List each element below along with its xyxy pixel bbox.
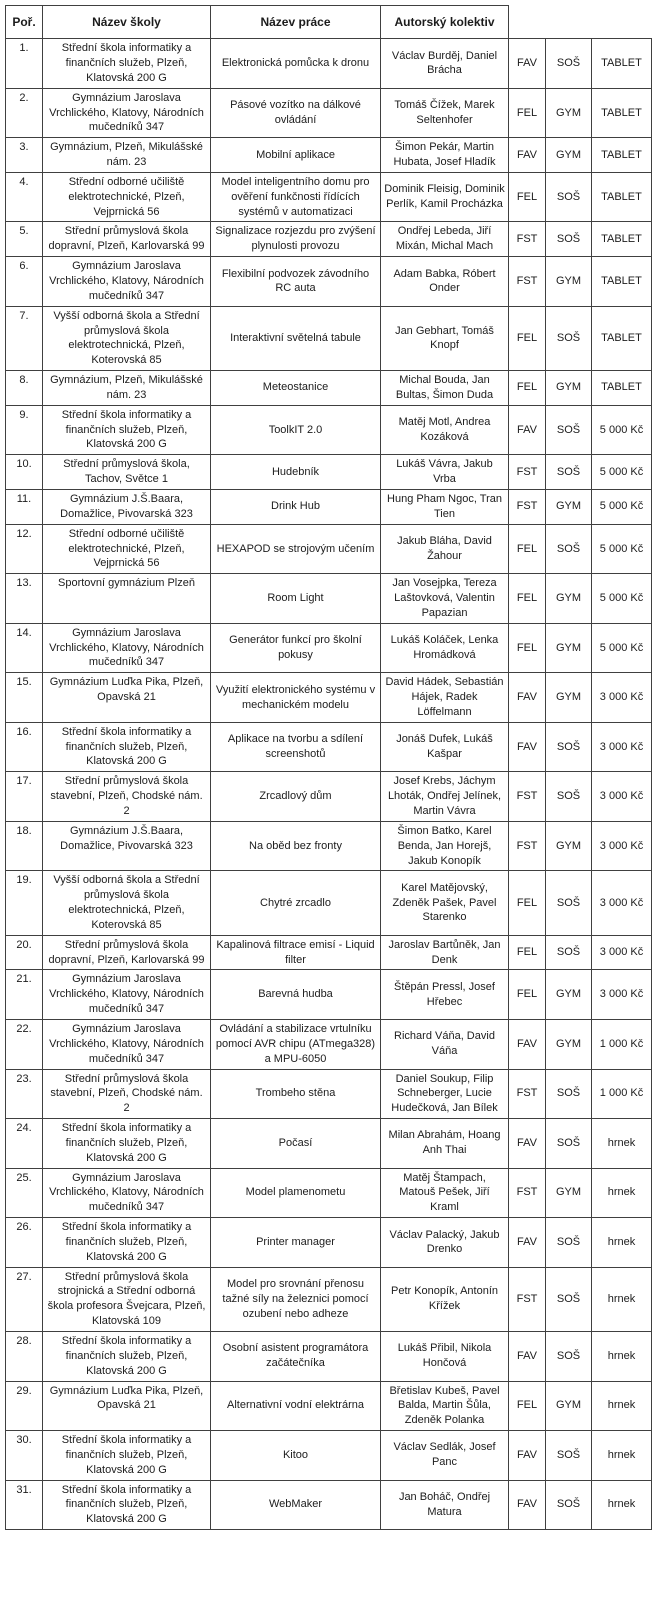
cell-faculty: FEL	[509, 524, 546, 574]
cell-school-type: GYM	[546, 1381, 592, 1431]
cell-faculty: FAV	[509, 673, 546, 723]
table-row	[6, 222, 652, 257]
cell-authors: Hung Pham Ngoc, Tran Tien	[381, 489, 509, 524]
cell-school-type: SOŠ	[546, 1480, 592, 1530]
cell-prize: 5 000 Kč	[592, 405, 652, 455]
cell-order-number: 2.	[6, 88, 43, 138]
cell-work-title: HEXAPOD se strojovým učením	[211, 524, 381, 574]
cell-faculty: FST	[509, 489, 546, 524]
cell-work-title: Meteostanice	[211, 371, 381, 406]
table-row	[6, 574, 652, 624]
cell-prize: hrnek	[592, 1267, 652, 1331]
cell-school-type: GYM	[546, 821, 592, 871]
table-row	[6, 1480, 652, 1530]
cell-authors: Štěpán Pressl, Josef Hřebec	[381, 970, 509, 1020]
cell-authors: Jan Vosejpka, Tereza Laštovková, Valentin Papazian	[381, 574, 509, 624]
cell-work-title: Model inteligentního domu pro ověření funkčnosti řídících systémů v automatizaci	[211, 172, 381, 222]
cell-authors: Václav Burděj, Daniel Brácha	[381, 39, 509, 89]
table-row	[6, 772, 652, 822]
cell-authors: Lukáš Vávra, Jakub Vrba	[381, 455, 509, 490]
cell-school-type: SOŠ	[546, 306, 592, 370]
cell-work-title: Zrcadlový dům	[211, 772, 381, 822]
cell-work-title: Pásové vozítko na dálkové ovládání	[211, 88, 381, 138]
table-row	[6, 871, 652, 935]
cell-school-name: Gymnázium Luďka Pika, Plzeň, Opavská 21	[43, 1381, 211, 1431]
cell-school-type: GYM	[546, 257, 592, 307]
cell-school-type: GYM	[546, 138, 592, 173]
cell-faculty: FST	[509, 772, 546, 822]
cell-authors: Milan Abrahám, Hoang Anh Thai	[381, 1119, 509, 1169]
cell-school-type: SOŠ	[546, 871, 592, 935]
cell-authors: Lukáš Koláček, Lenka Hromádková	[381, 623, 509, 673]
cell-authors: Karel Matějovský, Zdeněk Pašek, Pavel Starenko	[381, 871, 509, 935]
cell-school-name: Střední škola informatiky a finančních služeb, Plzeň, Klatovská 200 G	[43, 1119, 211, 1169]
cell-authors: Daniel Soukup, Filip Schneberger, Lucie Hudečková, Jan Bílek	[381, 1069, 509, 1119]
cell-authors: Matěj Štampach, Matouš Pešek, Jiří Kraml	[381, 1168, 509, 1218]
cell-work-title: Kapalinová filtrace emisí - Liquid filter	[211, 935, 381, 970]
cell-prize: TABLET	[592, 172, 652, 222]
cell-school-type: SOŠ	[546, 1218, 592, 1268]
cell-authors: Šimon Batko, Karel Benda, Jan Horejš, Jakub Konopík	[381, 821, 509, 871]
cell-prize: 3 000 Kč	[592, 772, 652, 822]
table-row	[6, 673, 652, 723]
table-row	[6, 623, 652, 673]
cell-faculty: FST	[509, 1267, 546, 1331]
cell-school-name: Gymnázium Jaroslava Vrchlického, Klatovy, Národních mučedníků 347	[43, 1019, 211, 1069]
cell-school-type: GYM	[546, 88, 592, 138]
cell-prize: 3 000 Kč	[592, 935, 652, 970]
table-row	[6, 1119, 652, 1169]
cell-school-name: Střední odborné učiliště elektrotechnické, Plzeň, Vejprnická 56	[43, 172, 211, 222]
cell-prize: 3 000 Kč	[592, 970, 652, 1020]
cell-work-title: Interaktivní světelná tabule	[211, 306, 381, 370]
cell-order-number: 20.	[6, 935, 43, 970]
cell-work-title: Printer manager	[211, 1218, 381, 1268]
cell-order-number: 8.	[6, 371, 43, 406]
cell-order-number: 1.	[6, 39, 43, 89]
cell-school-name: Střední odborné učiliště elektrotechnické, Plzeň, Vejprnická 56	[43, 524, 211, 574]
column-header-order: Poř.	[6, 6, 43, 39]
cell-school-name: Gymnázium J.Š.Baara, Domažlice, Pivovarská 323	[43, 821, 211, 871]
cell-order-number: 14.	[6, 623, 43, 673]
cell-work-title: Model pro srovnání přenosu tažné síly na železnici pomocí ozubení nebo adheze	[211, 1267, 381, 1331]
column-header-authors: Autorský kolektiv	[381, 6, 509, 39]
cell-order-number: 6.	[6, 257, 43, 307]
table-row	[6, 88, 652, 138]
cell-prize: hrnek	[592, 1431, 652, 1481]
cell-school-type: GYM	[546, 489, 592, 524]
table-body	[6, 39, 652, 1530]
cell-work-title: Room Light	[211, 574, 381, 624]
results-table	[5, 5, 652, 1530]
cell-prize: 1 000 Kč	[592, 1069, 652, 1119]
cell-school-type: SOŠ	[546, 935, 592, 970]
cell-work-title: Elektronická pomůcka k dronu	[211, 39, 381, 89]
cell-school-name: Gymnázium J.Š.Baara, Domažlice, Pivovarská 323	[43, 489, 211, 524]
table-row	[6, 1069, 652, 1119]
table-row	[6, 257, 652, 307]
cell-school-name: Gymnázium Jaroslava Vrchlického, Klatovy, Národních mučedníků 347	[43, 257, 211, 307]
cell-order-number: 17.	[6, 772, 43, 822]
table-row	[6, 1332, 652, 1382]
cell-work-title: Kitoo	[211, 1431, 381, 1481]
table-row	[6, 1168, 652, 1218]
cell-authors: Jaroslav Bartůněk, Jan Denk	[381, 935, 509, 970]
cell-faculty: FAV	[509, 138, 546, 173]
cell-order-number: 26.	[6, 1218, 43, 1268]
table-row	[6, 722, 652, 772]
cell-school-name: Střední škola informatiky a finančních služeb, Plzeň, Klatovská 200 G	[43, 405, 211, 455]
cell-order-number: 12.	[6, 524, 43, 574]
cell-faculty: FAV	[509, 1332, 546, 1382]
cell-faculty: FEL	[509, 574, 546, 624]
header-row	[6, 6, 652, 39]
cell-order-number: 7.	[6, 306, 43, 370]
cell-work-title: Na oběd bez fronty	[211, 821, 381, 871]
cell-prize: TABLET	[592, 257, 652, 307]
cell-faculty: FAV	[509, 1019, 546, 1069]
cell-authors: Richard Váňa, David Váňa	[381, 1019, 509, 1069]
cell-school-name: Střední škola informatiky a finančních služeb, Plzeň, Klatovská 200 G	[43, 1431, 211, 1481]
cell-authors: Jakub Bláha, David Žahour	[381, 524, 509, 574]
cell-school-name: Střední průmyslová škola dopravní, Plzeň, Karlovarská 99	[43, 935, 211, 970]
cell-work-title: ToolkIT 2.0	[211, 405, 381, 455]
cell-order-number: 19.	[6, 871, 43, 935]
cell-authors: Michal Bouda, Jan Bultas, Šimon Duda	[381, 371, 509, 406]
cell-school-type: GYM	[546, 574, 592, 624]
cell-prize: TABLET	[592, 138, 652, 173]
cell-work-title: Ovládání a stabilizace vrtulníku pomocí AVR chipu (ATmega328) a MPU-6050	[211, 1019, 381, 1069]
cell-order-number: 5.	[6, 222, 43, 257]
cell-order-number: 30.	[6, 1431, 43, 1481]
cell-school-type: GYM	[546, 371, 592, 406]
cell-order-number: 16.	[6, 722, 43, 772]
cell-faculty: FEL	[509, 306, 546, 370]
cell-authors: Lukáš Přibil, Nikola Hončová	[381, 1332, 509, 1382]
cell-faculty: FAV	[509, 405, 546, 455]
cell-faculty: FAV	[509, 39, 546, 89]
table-row	[6, 1019, 652, 1069]
cell-order-number: 28.	[6, 1332, 43, 1382]
cell-work-title: Model plamenometu	[211, 1168, 381, 1218]
cell-authors: Jonáš Dufek, Lukáš Kašpar	[381, 722, 509, 772]
cell-faculty: FEL	[509, 871, 546, 935]
table-row	[6, 405, 652, 455]
cell-prize: hrnek	[592, 1218, 652, 1268]
cell-work-title: Mobilní aplikace	[211, 138, 381, 173]
cell-school-name: Gymnázium Jaroslava Vrchlického, Klatovy, Národních mučedníků 347	[43, 88, 211, 138]
cell-school-name: Gymnázium Jaroslava Vrchlického, Klatovy, Národních mučedníků 347	[43, 623, 211, 673]
cell-faculty: FEL	[509, 172, 546, 222]
table-row	[6, 1267, 652, 1331]
table-row	[6, 1381, 652, 1431]
cell-work-title: Alternativní vodní elektrárna	[211, 1381, 381, 1431]
cell-faculty: FAV	[509, 1480, 546, 1530]
cell-school-name: Střední škola informatiky a finančních služeb, Plzeň, Klatovská 200 G	[43, 722, 211, 772]
cell-prize: hrnek	[592, 1332, 652, 1382]
cell-work-title: WebMaker	[211, 1480, 381, 1530]
cell-school-type: SOŠ	[546, 455, 592, 490]
cell-faculty: FAV	[509, 1119, 546, 1169]
cell-school-name: Střední průmyslová škola, Tachov, Světce 1	[43, 455, 211, 490]
table-row	[6, 1431, 652, 1481]
cell-work-title: Osobní asistent programátora začátečníka	[211, 1332, 381, 1382]
cell-faculty: FEL	[509, 970, 546, 1020]
cell-order-number: 4.	[6, 172, 43, 222]
cell-school-type: SOŠ	[546, 772, 592, 822]
column-header-school: Název školy	[43, 6, 211, 39]
cell-authors: Jan Gebhart, Tomáš Knopf	[381, 306, 509, 370]
cell-school-name: Vyšší odborná škola a Střední průmyslová škola elektrotechnická, Plzeň, Koterovská 85	[43, 306, 211, 370]
cell-authors: Dominik Fleisig, Dominik Perlík, Kamil Procházka	[381, 172, 509, 222]
cell-school-type: SOŠ	[546, 1267, 592, 1331]
cell-order-number: 18.	[6, 821, 43, 871]
cell-faculty: FEL	[509, 1381, 546, 1431]
cell-prize: TABLET	[592, 371, 652, 406]
header-empty-cell	[509, 6, 652, 39]
cell-authors: Břetislav Kubeš, Pavel Balda, Martin Šůla, Zdeněk Polanka	[381, 1381, 509, 1431]
cell-work-title: Barevná hudba	[211, 970, 381, 1020]
table-row	[6, 1218, 652, 1268]
cell-school-name: Sportovní gymnázium Plzeň	[43, 574, 211, 624]
cell-authors: Ondřej Lebeda, Jiří Mixán, Michal Mach	[381, 222, 509, 257]
cell-faculty: FEL	[509, 623, 546, 673]
cell-prize: TABLET	[592, 39, 652, 89]
cell-order-number: 25.	[6, 1168, 43, 1218]
cell-school-type: SOŠ	[546, 1431, 592, 1481]
cell-faculty: FST	[509, 821, 546, 871]
cell-prize: 5 000 Kč	[592, 489, 652, 524]
cell-school-type: GYM	[546, 623, 592, 673]
cell-authors: Jan Boháč, Ondřej Matura	[381, 1480, 509, 1530]
cell-faculty: FST	[509, 1069, 546, 1119]
cell-authors: Václav Sedlák, Josef Panc	[381, 1431, 509, 1481]
cell-school-type: SOŠ	[546, 172, 592, 222]
cell-prize: 3 000 Kč	[592, 821, 652, 871]
cell-school-type: GYM	[546, 1168, 592, 1218]
cell-work-title: Využití elektronického systému v mechanickém modelu	[211, 673, 381, 723]
cell-work-title: Drink Hub	[211, 489, 381, 524]
cell-authors: Tomáš Čížek, Marek Seltenhofer	[381, 88, 509, 138]
cell-authors: Adam Babka, Róbert Onder	[381, 257, 509, 307]
cell-authors: Josef Krebs, Jáchym Lhoták, Ondřej Jelínek, Martin Vávra	[381, 772, 509, 822]
cell-school-type: SOŠ	[546, 1119, 592, 1169]
cell-work-title: Chytré zrcadlo	[211, 871, 381, 935]
cell-work-title: Počasí	[211, 1119, 381, 1169]
cell-school-name: Gymnázium, Plzeň, Mikulášské nám. 23	[43, 371, 211, 406]
cell-order-number: 13.	[6, 574, 43, 624]
table-row	[6, 524, 652, 574]
cell-prize: TABLET	[592, 222, 652, 257]
cell-school-name: Střední škola informatiky a finančních služeb, Plzeň, Klatovská 200 G	[43, 39, 211, 89]
cell-prize: 5 000 Kč	[592, 455, 652, 490]
column-header-work: Název práce	[211, 6, 381, 39]
cell-faculty: FEL	[509, 371, 546, 406]
cell-prize: 3 000 Kč	[592, 871, 652, 935]
cell-order-number: 23.	[6, 1069, 43, 1119]
cell-authors: Václav Palacký, Jakub Drenko	[381, 1218, 509, 1268]
table-row	[6, 970, 652, 1020]
cell-prize: TABLET	[592, 88, 652, 138]
cell-work-title: Hudebník	[211, 455, 381, 490]
cell-work-title: Signalizace rozjezdu pro zvýšení plynulosti provozu	[211, 222, 381, 257]
cell-work-title: Flexibilní podvozek závodního RC auta	[211, 257, 381, 307]
cell-prize: hrnek	[592, 1168, 652, 1218]
cell-school-name: Gymnázium Jaroslava Vrchlického, Klatovy, Národních mučedníků 347	[43, 1168, 211, 1218]
cell-faculty: FST	[509, 1168, 546, 1218]
cell-order-number: 3.	[6, 138, 43, 173]
cell-prize: hrnek	[592, 1119, 652, 1169]
cell-faculty: FEL	[509, 88, 546, 138]
cell-order-number: 27.	[6, 1267, 43, 1331]
cell-authors: David Hádek, Sebastián Hájek, Radek Löffelmann	[381, 673, 509, 723]
cell-authors: Šimon Pekár, Martin Hubata, Josef Hladík	[381, 138, 509, 173]
cell-faculty: FAV	[509, 1218, 546, 1268]
cell-order-number: 31.	[6, 1480, 43, 1530]
cell-school-name: Vyšší odborná škola a Střední průmyslová škola elektrotechnická, Plzeň, Koterovská 85	[43, 871, 211, 935]
cell-order-number: 24.	[6, 1119, 43, 1169]
cell-school-name: Gymnázium Jaroslava Vrchlického, Klatovy, Národních mučedníků 347	[43, 970, 211, 1020]
cell-prize: TABLET	[592, 306, 652, 370]
cell-prize: 1 000 Kč	[592, 1019, 652, 1069]
cell-prize: hrnek	[592, 1381, 652, 1431]
cell-school-name: Střední škola informatiky a finančních služeb, Plzeň, Klatovská 200 G	[43, 1332, 211, 1382]
cell-order-number: 11.	[6, 489, 43, 524]
cell-prize: 3 000 Kč	[592, 673, 652, 723]
cell-school-name: Střední škola informatiky a finančních služeb, Plzeň, Klatovská 200 G	[43, 1218, 211, 1268]
cell-order-number: 15.	[6, 673, 43, 723]
cell-school-type: SOŠ	[546, 722, 592, 772]
table-row	[6, 138, 652, 173]
cell-school-type: GYM	[546, 970, 592, 1020]
table-row	[6, 172, 652, 222]
cell-faculty: FEL	[509, 935, 546, 970]
cell-school-type: SOŠ	[546, 1069, 592, 1119]
table-row	[6, 821, 652, 871]
cell-school-type: SOŠ	[546, 1332, 592, 1382]
cell-prize: 5 000 Kč	[592, 623, 652, 673]
cell-school-type: GYM	[546, 1019, 592, 1069]
cell-faculty: FST	[509, 257, 546, 307]
table-row	[6, 371, 652, 406]
cell-faculty: FAV	[509, 722, 546, 772]
cell-school-name: Střední průmyslová škola strojnická a Střední odborná škola profesora Švejcara, Plzeň, Klatovská 109	[43, 1267, 211, 1331]
table-row	[6, 455, 652, 490]
cell-order-number: 9.	[6, 405, 43, 455]
table-row	[6, 306, 652, 370]
cell-school-name: Střední průmyslová škola stavební, Plzeň, Chodské nám. 2	[43, 1069, 211, 1119]
cell-school-name: Střední průmyslová škola stavební, Plzeň, Chodské nám. 2	[43, 772, 211, 822]
cell-order-number: 29.	[6, 1381, 43, 1431]
cell-school-type: SOŠ	[546, 222, 592, 257]
cell-prize: 5 000 Kč	[592, 524, 652, 574]
cell-school-type: SOŠ	[546, 39, 592, 89]
cell-school-name: Střední průmyslová škola dopravní, Plzeň, Karlovarská 99	[43, 222, 211, 257]
cell-school-name: Gymnázium Luďka Pika, Plzeň, Opavská 21	[43, 673, 211, 723]
cell-faculty: FST	[509, 222, 546, 257]
table-row	[6, 935, 652, 970]
cell-work-title: Aplikace na tvorbu a sdílení screenshotů	[211, 722, 381, 772]
cell-prize: hrnek	[592, 1480, 652, 1530]
cell-prize: 5 000 Kč	[592, 574, 652, 624]
cell-work-title: Generátor funkcí pro školní pokusy	[211, 623, 381, 673]
cell-order-number: 22.	[6, 1019, 43, 1069]
cell-school-name: Střední škola informatiky a finančních služeb, Plzeň, Klatovská 200 G	[43, 1480, 211, 1530]
cell-school-type: SOŠ	[546, 524, 592, 574]
cell-faculty: FST	[509, 455, 546, 490]
cell-order-number: 21.	[6, 970, 43, 1020]
cell-faculty: FAV	[509, 1431, 546, 1481]
cell-authors: Petr Konopík, Antonín Křížek	[381, 1267, 509, 1331]
cell-school-type: GYM	[546, 673, 592, 723]
cell-order-number: 10.	[6, 455, 43, 490]
cell-school-type: SOŠ	[546, 405, 592, 455]
table-row	[6, 489, 652, 524]
cell-work-title: Trombeho stěna	[211, 1069, 381, 1119]
table-row	[6, 39, 652, 89]
cell-school-name: Gymnázium, Plzeň, Mikulášské nám. 23	[43, 138, 211, 173]
cell-authors: Matěj Motl, Andrea Kozáková	[381, 405, 509, 455]
cell-prize: 3 000 Kč	[592, 722, 652, 772]
